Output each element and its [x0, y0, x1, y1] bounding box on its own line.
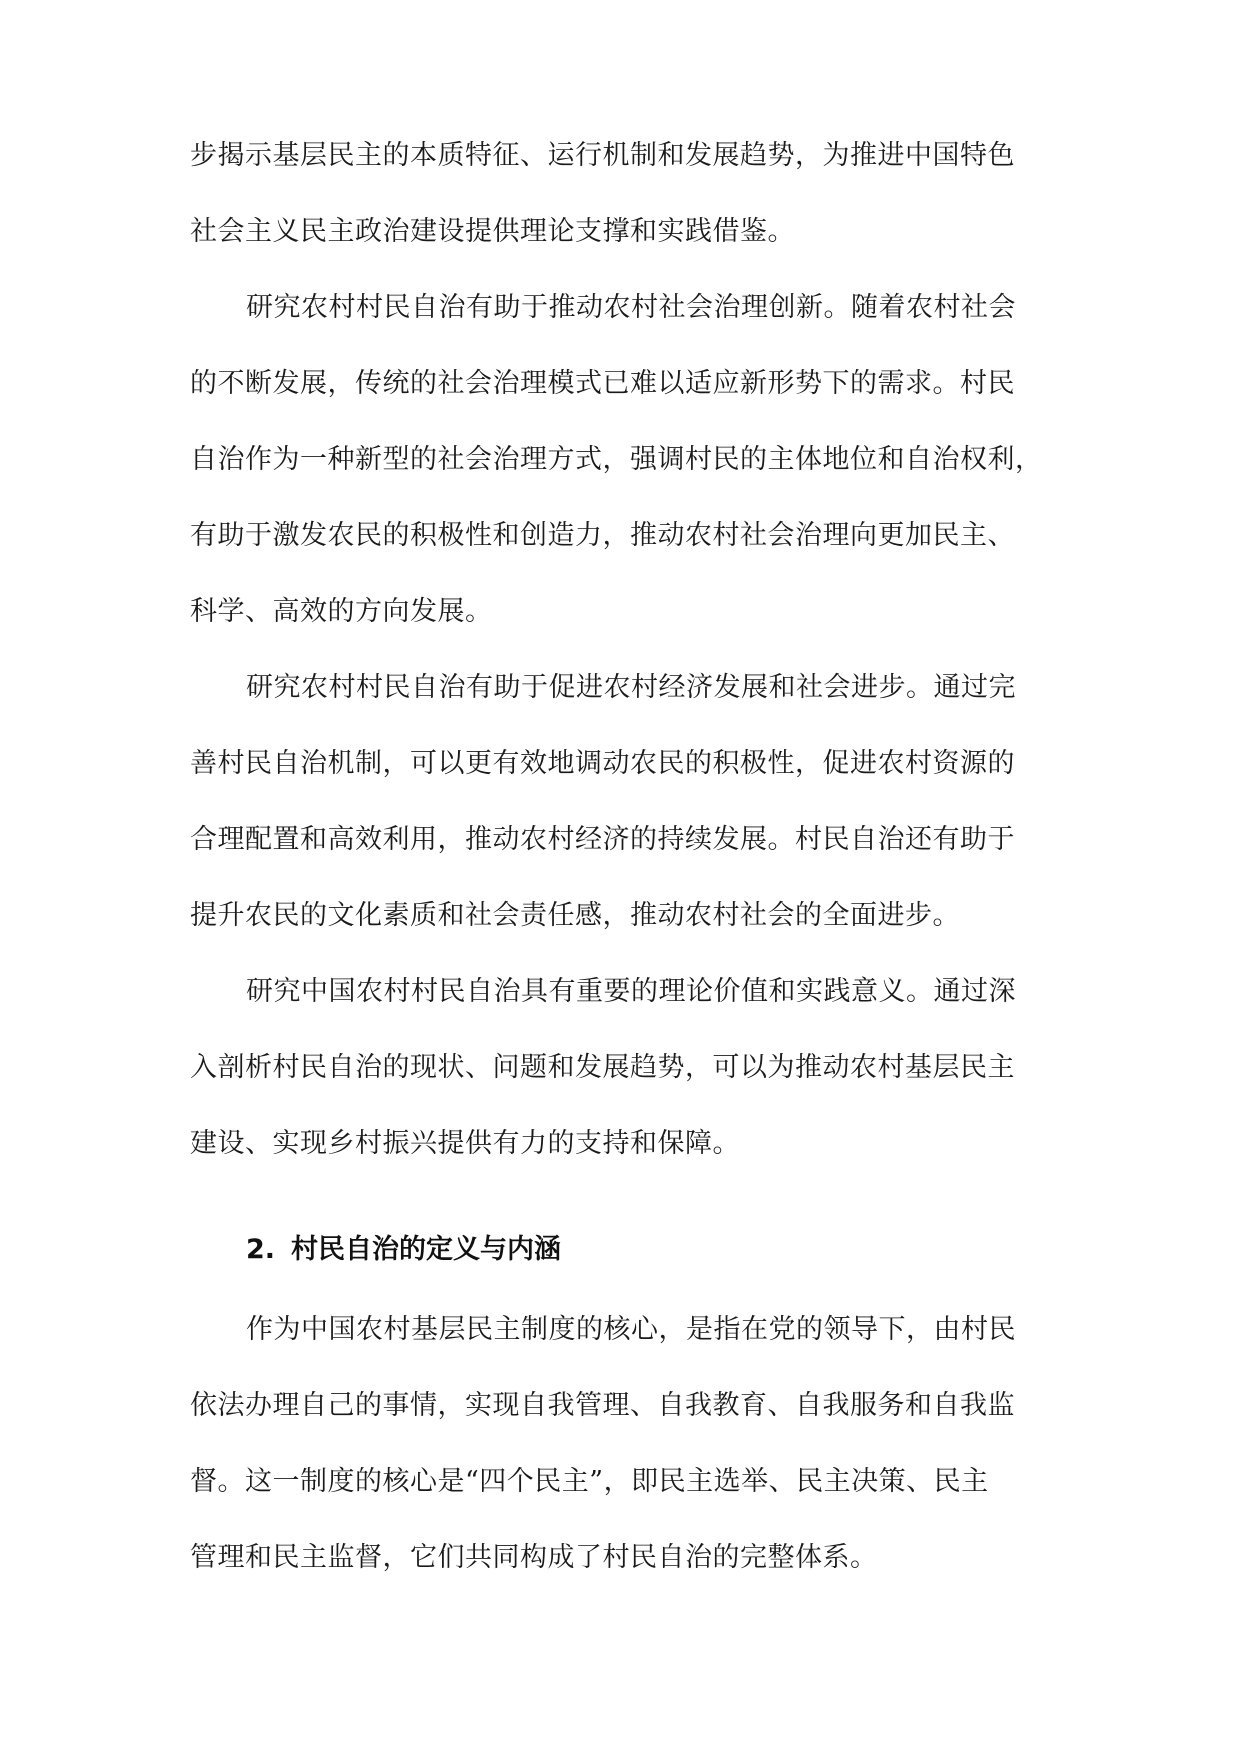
paragraph-4-line-2: 入剖析村民自治的现状、问题和发展趋势，可以为推动农村基层民主 [190, 1052, 1015, 1083]
paragraph-5-line-3: 督。这一制度的核心是“四个民主”，即民主选举、民主决策、民主 [190, 1466, 989, 1497]
paragraph-2-line-5: 科学、高效的方向发展。 [190, 596, 493, 627]
paragraph-3-line-2: 善村民自治机制，可以更有效地调动农民的积极性，促进农村资源的 [190, 748, 1015, 779]
paragraph-4-line-1: 研究中国农村村民自治具有重要的理论价值和实践意义。通过深 [246, 976, 1016, 1007]
paragraph-1-line-1: 步揭示基层民主的本质特征、运行机制和发展趋势，为推进中国特色 [190, 140, 1015, 171]
paragraph-2-line-2: 的不断发展，传统的社会治理模式已难以适应新形势下的需求。村民 [190, 368, 1015, 399]
paragraph-3-line-1: 研究农村村民自治有助于促进农村经济发展和社会进步。通过完 [246, 672, 1016, 703]
paragraph-2-line-4: 有助于激发农民的积极性和创造力，推动农村社会治理向更加民主、 [190, 520, 1015, 551]
section-number: 2. [246, 1234, 276, 1265]
paragraph-3-line-3: 合理配置和高效利用，推动农村经济的持续发展。村民自治还有助于 [190, 824, 1015, 855]
paragraph-1-line-2: 社会主义民主政治建设提供理论支撑和实践借鉴。 [190, 216, 795, 247]
section-title: 村民自治的定义与内涵 [291, 1234, 562, 1265]
paragraph-5-line-4: 管理和民主监督，它们共同构成了村民自治的完整体系。 [190, 1542, 878, 1573]
paragraph-3-line-4: 提升农民的文化素质和社会责任感，推动农村社会的全面进步。 [190, 900, 960, 931]
paragraph-5-line-2: 依法办理自己的事情，实现自我管理、自我教育、自我服务和自我监 [190, 1390, 1015, 1421]
paragraph-4-line-3: 建设、实现乡村振兴提供有力的支持和保障。 [190, 1128, 740, 1159]
paragraph-5-line-1: 作为中国农村基层民主制度的核心，是指在党的领导下，由村民 [246, 1314, 1016, 1345]
paragraph-2-line-1: 研究农村村民自治有助于推动农村社会治理创新。随着农村社会 [246, 292, 1016, 323]
section-heading [246, 1230, 561, 1270]
paragraph-2-line-3: 自治作为一种新型的社会治理方式，强调村民的主体地位和自治权利， [190, 444, 1043, 475]
